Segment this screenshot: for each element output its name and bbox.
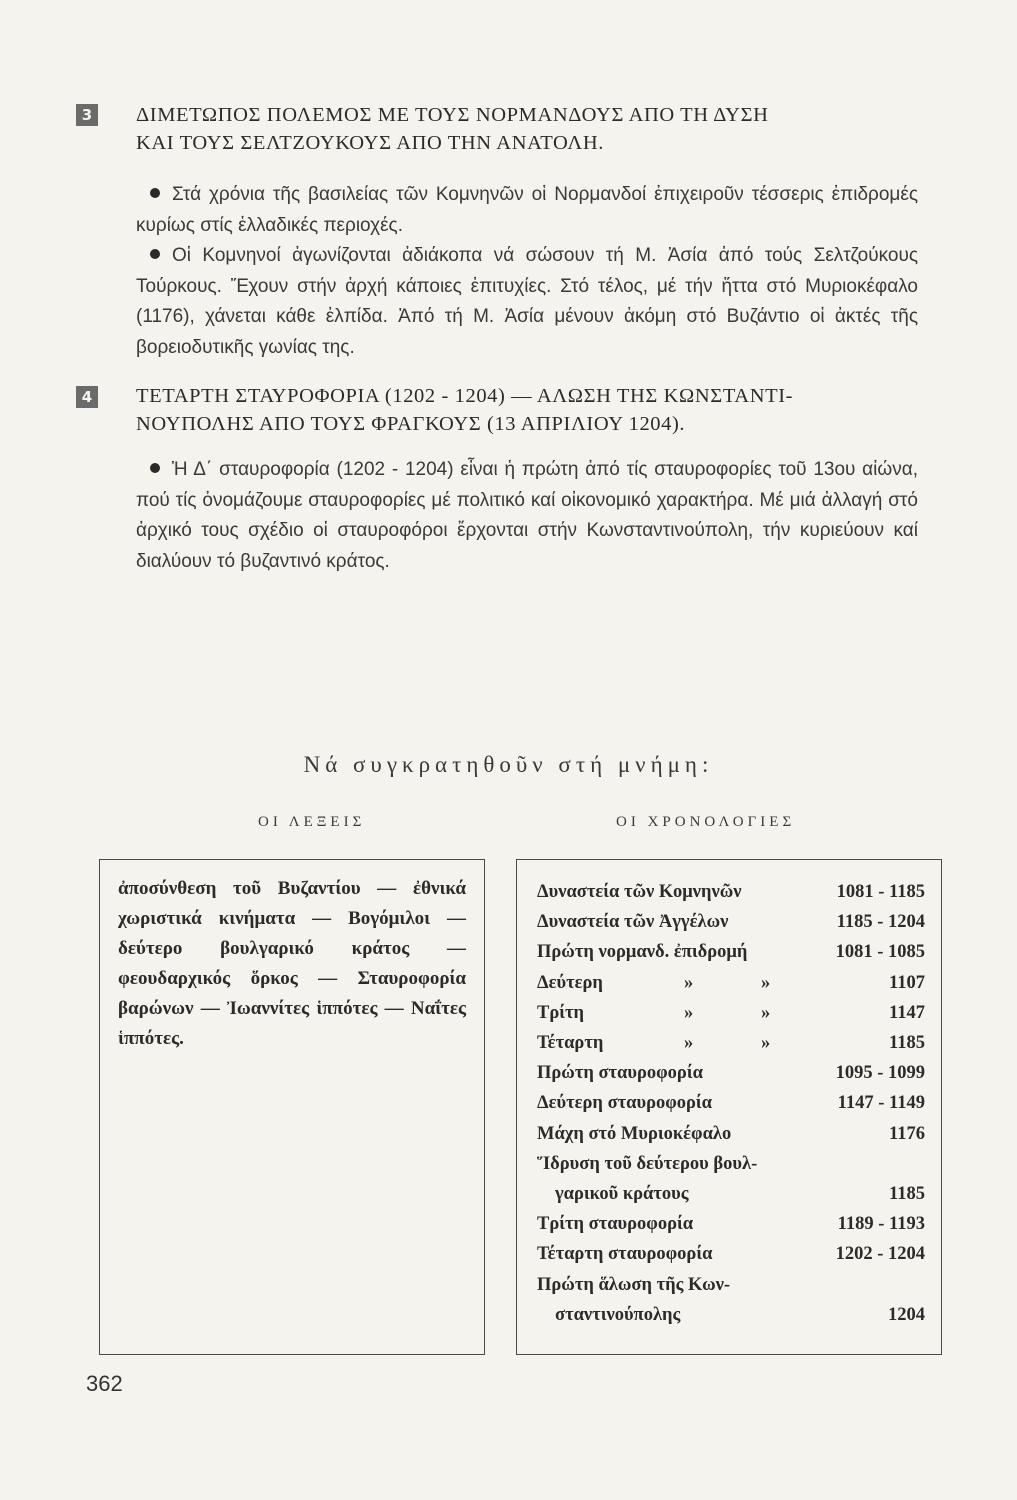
chronology-years: 1081 - 1085	[835, 942, 925, 963]
section-number-badge: 3	[76, 104, 98, 126]
chronology-years: 1081 - 1185	[836, 882, 925, 902]
chronology-event: σταντινούπολης	[555, 1304, 681, 1325]
chronology-event: Τρίτη σταυροφορία	[537, 1214, 694, 1235]
remember-title: Νά συγκρατηθοῦν στή μνήμη:	[303, 752, 714, 777]
terms-text: ἀποσύνθεση τοῦ Βυζαντίου — ἐθνικά χωριστικά κινήματα — Βογόμιλοι — δεύτερο βουλγαρικό κράτος — φεουδαρχικός ὅρκος — Σταυροφορία βαρώνων — Ἰωαννίτες ἱππότες — Ναΐτες ἱππότες.	[118, 878, 466, 1049]
chronology-row	[537, 1058, 925, 1088]
ditto-mark: »	[761, 972, 771, 993]
section-paragraph	[136, 241, 918, 363]
heading-line: ΤΕΤΑΡΤΗ ΣΤΑΥΡΟΦΟΡΙΑ (1202 - 1204) — ΑΛΩΣΗ ΤΗΣ ΚΩΝΣΤΑΝΤΙ-	[136, 385, 794, 407]
chronology-event: Δεύτερη σταυροφορία	[537, 1093, 712, 1114]
chronology-years: 1204	[888, 1304, 925, 1325]
chronology-row	[537, 1209, 925, 1239]
chronology-years: 1185 - 1204	[836, 912, 925, 933]
ditto-mark: »	[684, 1033, 694, 1053]
chronology-years: 1147	[889, 1002, 925, 1023]
section-heading	[136, 382, 936, 438]
heading-line: ΝΟΥΠΟΛΗΣ ΑΠΟ ΤΟΥΣ ΦΡΑΓΚΟΥΣ (13 ΑΠΡΙΛΙΟΥ 1204).	[136, 413, 686, 435]
chronology-row	[537, 1300, 925, 1330]
chronology-row	[537, 1088, 925, 1118]
chronology-row	[537, 877, 925, 907]
chronology-years: 1185	[889, 1184, 925, 1204]
chronology-event: Τέταρτη σταυροφορία	[537, 1244, 713, 1265]
chronology-event: Ἵδρυση τοῦ δεύτερου βουλ-	[537, 1153, 758, 1174]
section-number-badge: 4	[76, 386, 98, 408]
chronology-years: 1189 - 1193	[837, 1214, 925, 1235]
bullet-icon	[150, 188, 160, 198]
chronology-event: Πρώτη ἅλωση τῆς Κων-	[537, 1274, 731, 1295]
chronology-years: 1107	[889, 972, 925, 993]
ditto-mark: »	[761, 1033, 771, 1053]
paragraph-text: Στά χρόνια τῆς βασιλείας τῶν Κομνηνῶν οἱ Νορμανδοί ἐπιχειροῦν τέσσερις ἐπιδρομές κυρίως στίς ἑλλαδικές περιοχές.	[136, 184, 918, 236]
terms-label: ΟΙ ΛΕΞΕΙΣ	[258, 814, 366, 830]
bullet-icon	[150, 463, 160, 473]
chronology-event: Δεύτερη	[537, 972, 603, 993]
chronology-event: γαρικοῦ κράτους	[555, 1184, 689, 1204]
paragraph-text: Ἡ Δ΄ σταυροφορία (1202 - 1204) εἶναι ἡ πρώτη ἀπό τίς σταυροφορίες τοῦ 13ου αἰώνα, πού τίς ὀνομάζουμε σταυροφορίες μέ πολιτικό καί οἰκονομικό χαρακτήρα. Μέ μιά ἀλλαγή στό ἀρχικό τους σχέδιο οἱ σταυροφόροι ἔρχονται στήν Κωνσταντινούπολη, τήν κυριεύουν καί διαλύουν τό βυζαντινό κράτος.	[136, 459, 918, 572]
chronology-row	[537, 1239, 925, 1269]
ditto-mark: »	[684, 1002, 694, 1023]
bullet-icon	[150, 249, 160, 259]
chronology-row	[537, 1149, 925, 1179]
chronology-row	[537, 1270, 925, 1300]
ditto-mark: »	[761, 1002, 771, 1023]
section-paragraph	[136, 455, 918, 577]
chronology-event: Πρώτη σταυροφορία	[537, 1063, 703, 1084]
paragraph-text: Οἱ Κομνηνοί ἀγωνίζονται ἀδιάκοπα νά σώσουν τή Μ. Ἀσία ἀπό τούς Σελτζούκους Τούρκους. Ἔχουν στήν ἀρχή κάποιες ἐπιτυχίες. Στό τέλος, μέ τήν ἥττα στό Μυριοκέφαλο (1176), χάνεται κάθε ἐλπίδα. Ἀπό τή Μ. Ἀσία μένουν ἀκόμη στό Βυζάντιο οἱ ἀκτές τῆς βορειοδυτικῆς γωνίας της.	[136, 245, 918, 358]
chronology-years: 1095 - 1099	[835, 1063, 925, 1084]
chronology-row	[537, 998, 925, 1028]
chronology-event: Τέταρτη	[537, 1033, 604, 1053]
chronology-row	[537, 968, 925, 998]
section-paragraph	[136, 180, 918, 241]
heading-line: ΚΑΙ ΤΟΥΣ ΣΕΛΤΖΟΥΚΟΥΣ ΑΠΟ ΤΗΝ ΑΝΑΤΟΛΗ.	[136, 132, 605, 154]
chronology-event: Δυναστεία τῶν Κομνηνῶν	[537, 882, 742, 902]
page-number: 362	[86, 1371, 123, 1396]
chronology-years: 1176	[889, 1123, 925, 1144]
section-heading	[136, 101, 936, 157]
ditto-mark: »	[684, 972, 694, 993]
chronology-event: Τρίτη	[537, 1002, 585, 1023]
chronology-event: Πρώτη νορμανδ. ἐπιδρομή	[537, 942, 748, 963]
chronology-row	[537, 937, 925, 967]
chronology-row	[537, 1119, 925, 1149]
chronology-years: 1147 - 1149	[837, 1093, 925, 1114]
chronology-years: 1202 - 1204	[835, 1244, 925, 1265]
heading-line: ΔΙΜΕΤΩΠΟΣ ΠΟΛΕΜΟΣ ΜΕ ΤΟΥΣ ΝΟΡΜΑΝΔΟΥΣ ΑΠΟ ΤΗ ΔΥΣΗ	[136, 104, 769, 126]
chronology-event: Μάχη στό Μυριοκέφαλο	[537, 1123, 732, 1144]
chronology-event: Δυναστεία τῶν Ἀγγέλων	[537, 912, 729, 933]
chronology-row	[537, 907, 925, 937]
chronology-row	[537, 1179, 925, 1209]
chronology-label: ΟΙ ΧΡΟΝΟΛΟΓΙΕΣ	[616, 814, 796, 830]
chronology-years: 1185	[889, 1033, 925, 1053]
chronology-row	[537, 1028, 925, 1058]
